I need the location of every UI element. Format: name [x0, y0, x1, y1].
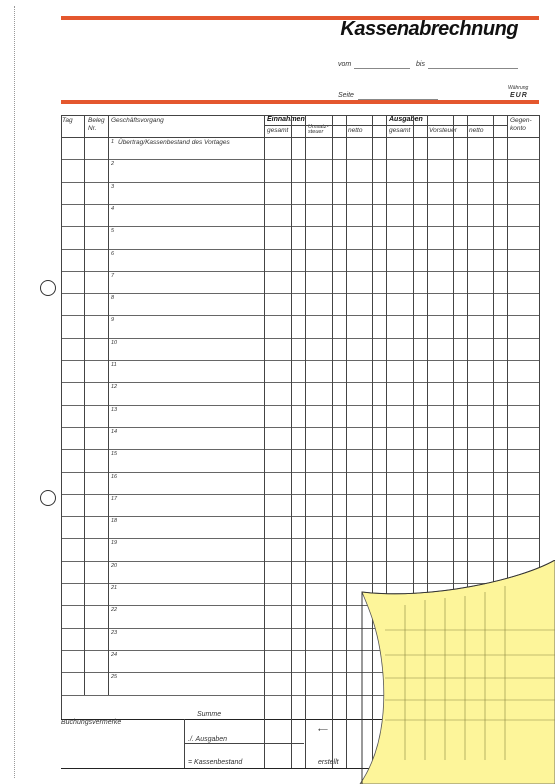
row-number: 22	[111, 607, 118, 614]
row-number: 13	[111, 406, 118, 413]
col-ein-gesamt: gesamt	[267, 127, 289, 134]
col-umsatz-2: steuer	[308, 129, 324, 135]
row-number: 7	[111, 272, 115, 279]
col-line	[291, 115, 292, 768]
row-number: 23	[111, 629, 118, 636]
vom-label: vom	[338, 61, 352, 68]
row-number: 24	[111, 651, 118, 658]
col-umsatz-1: Umsatz-	[308, 124, 329, 130]
row-number: 6	[111, 250, 115, 257]
col-line	[305, 115, 306, 768]
arrow-left-icon: ⟵	[318, 727, 329, 734]
col-line	[84, 115, 85, 695]
header-accent-bar	[61, 100, 539, 104]
col-aus-gesamt: gesamt	[389, 127, 411, 134]
col-line	[264, 115, 265, 768]
col-line	[184, 719, 185, 768]
ausgaben-label: ./. Ausgaben	[188, 736, 228, 743]
ausgaben-line	[184, 743, 304, 744]
row-text: Übertrag/Kassenbestand des Vortages	[118, 139, 230, 146]
row-number: 20	[111, 562, 118, 569]
col-ein-netto: netto	[348, 127, 363, 134]
currency-value: EUR	[510, 92, 528, 99]
perforation-line	[14, 6, 15, 778]
row-number: 3	[111, 183, 115, 190]
form-title: Kassenabrechnung	[340, 18, 518, 40]
col-geschaeftsvorgang: Geschäftsvorgang	[111, 117, 164, 124]
row-number: 17	[111, 495, 118, 502]
buchungsvermerke-label: Buchungsvermerke	[61, 719, 122, 726]
col-line	[108, 115, 109, 695]
row-number: 12	[111, 384, 118, 391]
col-tag: Tag	[62, 117, 73, 124]
col-beleg: Beleg	[88, 117, 105, 124]
row-number: 19	[111, 540, 118, 547]
row-number: 11	[111, 362, 117, 368]
row-number: 14	[111, 428, 118, 435]
row-number: 10	[111, 339, 118, 346]
summe-label: Summe	[197, 711, 222, 718]
col-gegenkonto-1: Gegen-	[510, 117, 532, 124]
col-aus-netto: netto	[469, 127, 484, 134]
col-beleg-nr: Nr.	[88, 125, 97, 132]
erstellt-label: erstellt	[318, 759, 339, 766]
waehrung-label: Währung	[508, 85, 529, 91]
row-number: 9	[111, 317, 115, 324]
row-number: 15	[111, 451, 118, 458]
row-number: 18	[111, 518, 118, 525]
seite-label: Seite	[338, 92, 354, 99]
bis-label: bis	[416, 61, 425, 68]
kassenbestand-label: = Kassenbestand	[188, 759, 243, 766]
row-number: 16	[111, 473, 118, 480]
col-line	[61, 115, 62, 719]
vom-field[interactable]	[354, 68, 410, 69]
row-number: 2	[111, 161, 115, 168]
bis-field[interactable]	[428, 68, 518, 69]
col-ausgaben: Ausgaben	[389, 116, 423, 123]
row-number: 21	[111, 585, 118, 591]
row-number: 4	[111, 205, 115, 212]
carbon-copy-page-curl	[330, 560, 555, 784]
col-gegenkonto-2: konto	[510, 125, 526, 132]
row-number: 8	[111, 295, 115, 302]
row-number: 5	[111, 228, 115, 235]
punch-hole-top	[40, 280, 56, 296]
row-number: 1	[111, 139, 115, 145]
col-einnahmen: Einnahmen	[267, 116, 305, 123]
punch-hole-bottom	[40, 490, 56, 506]
row-number: 25	[111, 674, 118, 681]
col-vorsteuer: Vorsteuer	[429, 127, 457, 134]
